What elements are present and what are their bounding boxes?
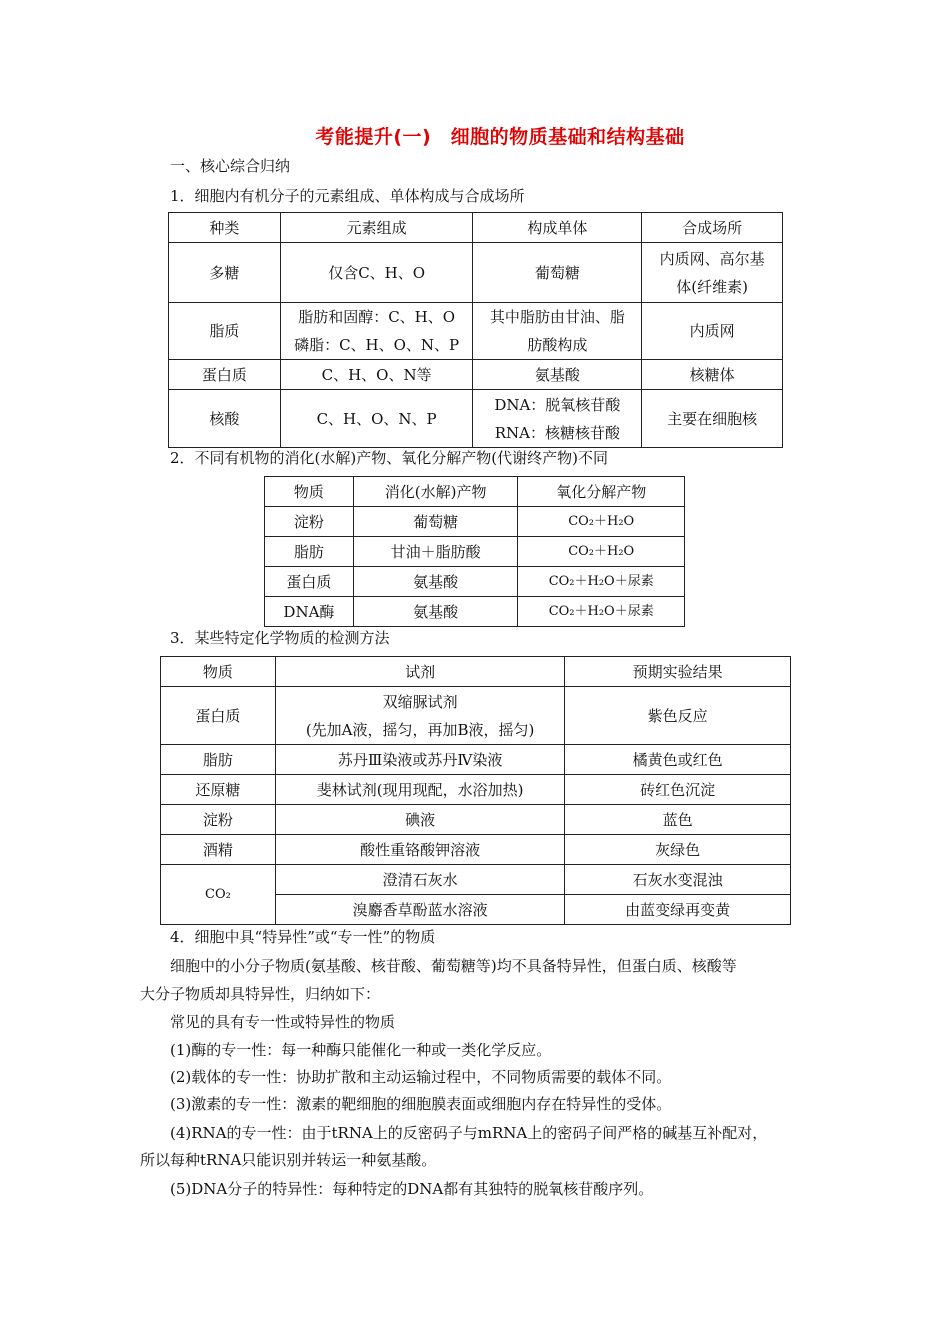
table-row [161, 775, 791, 805]
paragraph-line: 细胞中的小分子物质(氨基酸、核苷酸、葡萄糖等)均不具备特异性，但蛋白质、核酸等 [170, 957, 737, 975]
table-organic-molecules [168, 212, 783, 448]
table-cell [275, 687, 565, 745]
table-cell: DNA酶 [265, 597, 354, 627]
table-cell: 酒精 [161, 835, 276, 865]
table-header-row [169, 213, 783, 243]
cell-line: 脂肪和固醇：C、H、O [298, 308, 456, 326]
table-cell: CO₂＋H₂O＋尿素 [518, 567, 685, 597]
paragraph-line: (3)激素的专一性：激素的靶细胞的细胞膜表面或细胞内存在特异性的受体。 [170, 1095, 672, 1113]
table-cell: 蓝色 [565, 805, 791, 835]
table-cell: 氨基酸 [473, 360, 642, 390]
table-cell: 内质网 [642, 303, 783, 360]
cell-line: 其中脂肪由甘油、脂 [489, 308, 625, 326]
table-header-row [161, 657, 791, 687]
table-header-cell: 消化(水解)产物 [353, 477, 518, 507]
table-row [161, 865, 791, 895]
table-cell: 蛋白质 [265, 567, 354, 597]
table-header-cell: 试剂 [275, 657, 565, 687]
table-cell: 蛋白质 [161, 687, 276, 745]
page-title: 考能提升(一) 细胞的物质基础和结构基础 [315, 126, 685, 148]
table-row [265, 597, 685, 627]
table-cell: 葡萄糖 [473, 243, 642, 303]
cell-line: 内质网、高尔基 [659, 249, 765, 268]
table-header-cell: 物质 [161, 657, 276, 687]
table-digestion-products [264, 476, 685, 627]
table-detection-methods [160, 656, 791, 925]
table-cell: 淀粉 [161, 805, 276, 835]
table-row [265, 537, 685, 567]
table-row [169, 360, 783, 390]
cell-line: (先加A液，摇匀，再加B液，摇匀) [305, 720, 535, 739]
table-header-cell: 氧化分解产物 [518, 477, 685, 507]
table-row [169, 243, 783, 303]
table-cell: 核酸 [169, 390, 281, 448]
table-header-cell: 种类 [169, 213, 281, 243]
table-cell: C、H、O、N、P [280, 390, 473, 448]
table-cell: 酸性重铬酸钾溶液 [275, 835, 565, 865]
table-cell: 脂肪 [265, 537, 354, 567]
table-cell: CO₂＋H₂O＋尿素 [518, 597, 685, 627]
heading-2: 2．不同有机物的消化(水解)产物、氧化分解产物(代谢终产物)不同 [170, 449, 608, 467]
table-cell: C、H、O、N等 [280, 360, 473, 390]
table-header-cell: 合成场所 [642, 213, 783, 243]
cell-line: DNA：脱氧核苷酸 [494, 395, 621, 414]
cell-line: 双缩脲试剂 [382, 692, 458, 711]
heading-1: 1．细胞内有机分子的元素组成、单体构成与合成场所 [170, 187, 525, 205]
table-cell: 核糖体 [642, 360, 783, 390]
table-row [161, 835, 791, 865]
table-cell [642, 243, 783, 303]
table-header-cell: 预期实验结果 [565, 657, 791, 687]
cell-line: 体(纤维素) [676, 277, 748, 296]
table-row [161, 745, 791, 775]
table-header-row [265, 477, 685, 507]
paragraph-line: (2)载体的专一性：协助扩散和主动运输过程中，不同物质需要的载体不同。 [170, 1068, 672, 1086]
table-row [265, 567, 685, 597]
table-cell: 葡萄糖 [353, 507, 518, 537]
table-cell: CO₂＋H₂O [518, 537, 685, 567]
paragraph-line: (1)酶的专一性：每一种酶只能催化一种或一类化学反应。 [170, 1041, 552, 1059]
table-cell: 氨基酸 [353, 567, 518, 597]
table-row [161, 805, 791, 835]
table-row [161, 687, 791, 745]
table-cell: CO₂＋H₂O [518, 507, 685, 537]
table-row [265, 507, 685, 537]
table-row [169, 303, 783, 360]
table-cell: 灰绿色 [565, 835, 791, 865]
table-cell: 甘油＋脂肪酸 [353, 537, 518, 567]
table-row [169, 390, 783, 448]
paragraph-line: (5)DNA分子的特异性：每种特定的DNA都有其独特的脱氧核苷酸序列。 [170, 1180, 654, 1198]
table-cell [473, 303, 642, 360]
table-cell: 蛋白质 [169, 360, 281, 390]
table-cell: 橘黄色或红色 [565, 745, 791, 775]
heading-3: 3．某些特定化学物质的检测方法 [170, 629, 390, 647]
table-header-cell: 构成单体 [473, 213, 642, 243]
table-cell: 氨基酸 [353, 597, 518, 627]
table-cell [280, 303, 473, 360]
paragraph-line: 大分子物质却具特异性，归纳如下： [140, 985, 381, 1003]
table-cell: 斐林试剂(现用现配，水浴加热) [275, 775, 565, 805]
cell-line: RNA：核糖核苷酸 [494, 423, 620, 442]
paragraph-line: 常见的具有专一性或特异性的物质 [170, 1013, 396, 1031]
table-cell: CO₂ [161, 865, 276, 925]
paragraph-line: (4)RNA的专一性：由于tRNA上的反密码子与mRNA上的密码子间严格的碱基互补配对， [170, 1124, 768, 1142]
table-header-cell: 元素组成 [280, 213, 473, 243]
table-cell: 主要在细胞核 [642, 390, 783, 448]
table-cell: 还原糖 [161, 775, 276, 805]
cell-line: 磷脂：C、H、O、N、P [294, 336, 460, 354]
table-cell: 紫色反应 [565, 687, 791, 745]
table-cell: 溴麝香草酚蓝水溶液 [275, 895, 565, 925]
table-cell: 淀粉 [265, 507, 354, 537]
table-cell: 脂质 [169, 303, 281, 360]
table-cell: 由蓝变绿再变黄 [565, 895, 791, 925]
table-cell: 苏丹Ⅲ染液或苏丹Ⅳ染液 [275, 745, 565, 775]
table-cell: 脂肪 [161, 745, 276, 775]
table-cell: 仅含C、H、O [280, 243, 473, 303]
cell-line: 肪酸构成 [527, 336, 588, 354]
table-cell [473, 390, 642, 448]
heading-4: 4．细胞中具“特异性”或“专一性”的物质 [170, 928, 436, 946]
table-cell: 多糖 [169, 243, 281, 303]
table-cell: 澄清石灰水 [275, 865, 565, 895]
table-header-cell: 物质 [265, 477, 354, 507]
table-cell: 石灰水变混浊 [565, 865, 791, 895]
section-heading: 一、核心综合归纳 [170, 157, 291, 175]
table-cell: 砖红色沉淀 [565, 775, 791, 805]
table-cell: 碘液 [275, 805, 565, 835]
paragraph-line: 所以每种tRNA只能识别并转运一种氨基酸。 [140, 1151, 437, 1169]
